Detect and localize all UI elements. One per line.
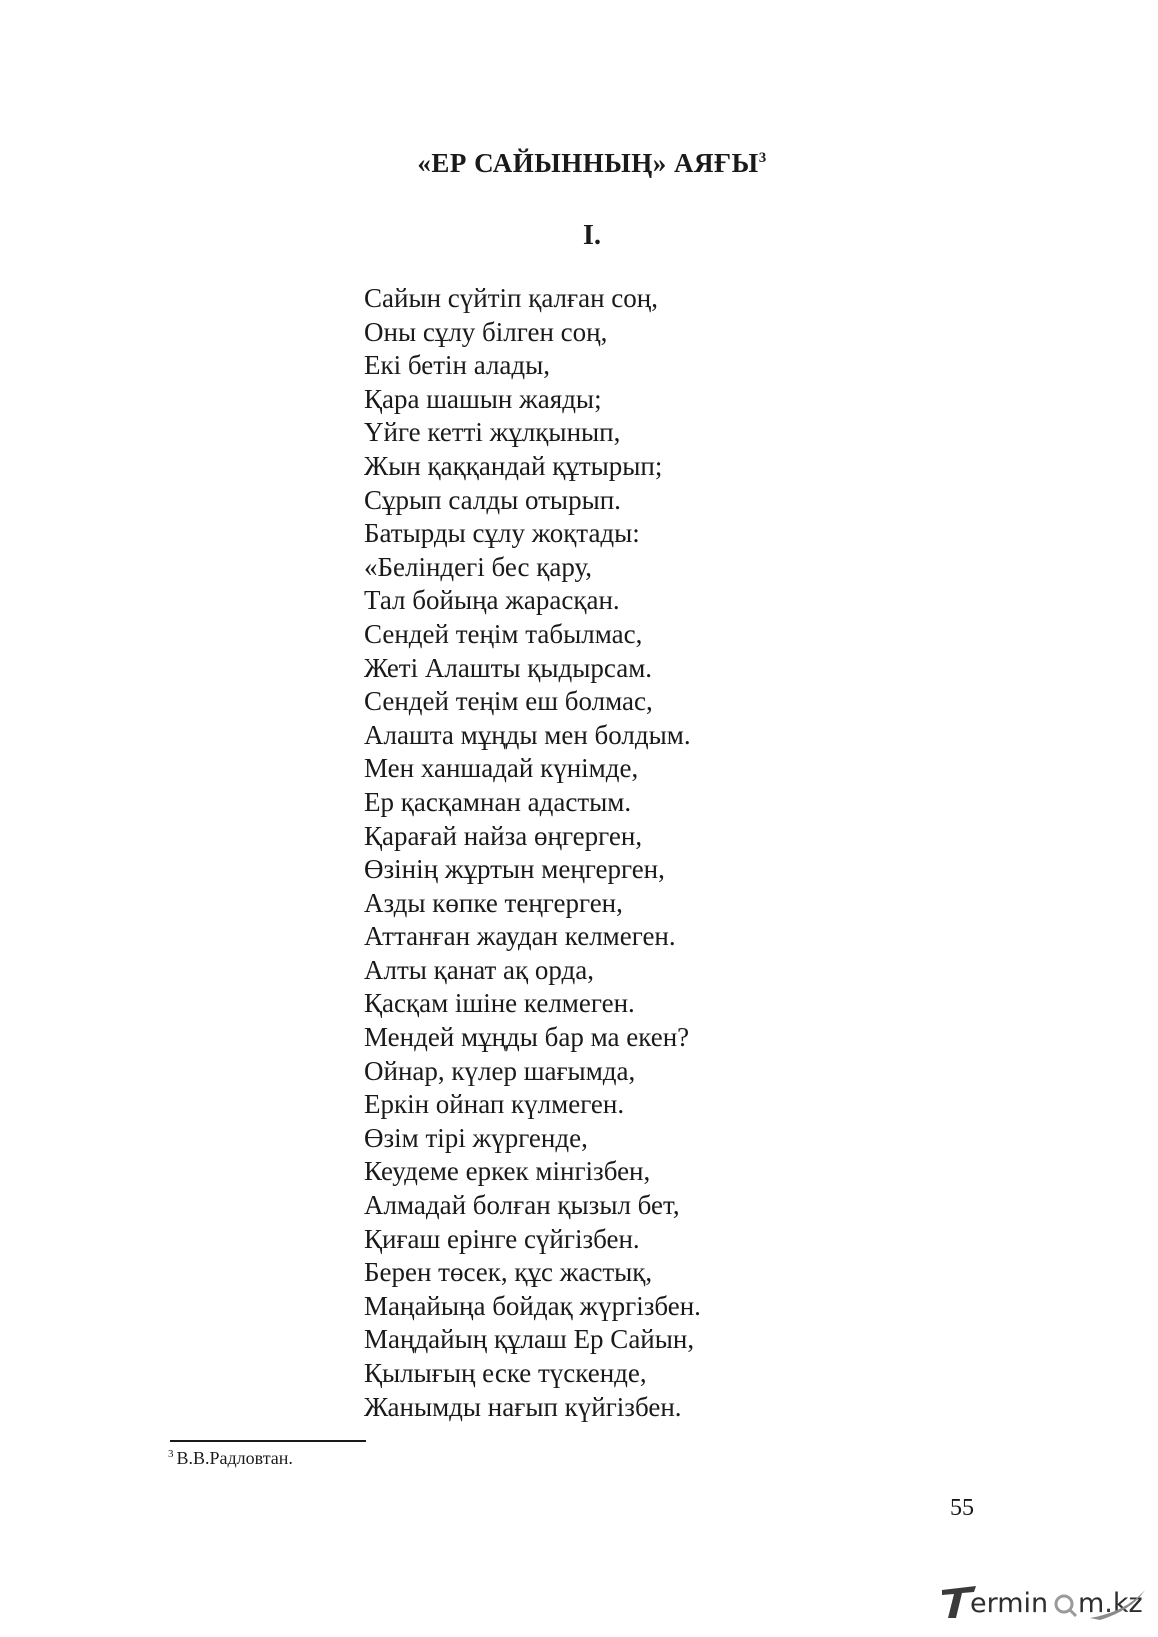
verse-line: Қасқам ішіне келмеген. — [364, 988, 635, 1019]
verse-line: Қара шашын жаяды; — [364, 383, 602, 414]
watermark — [940, 1582, 1150, 1622]
footnote-divider — [170, 1440, 366, 1442]
verse-line: Берен төсек, құс жастық, — [364, 1257, 653, 1288]
verse-line: Сұрып салды отырып. — [364, 484, 621, 515]
verse-line: Еркін ойнап күлмеген. — [364, 1089, 625, 1120]
verse-line: Азды көпке теңгерген, — [364, 887, 623, 918]
title-footnote-marker: 3 — [758, 150, 767, 166]
verse-line: Сендей теңім еш болмас, — [364, 686, 653, 717]
verse-line: Өзім тірі жүргенде, — [364, 1122, 588, 1153]
verse-line: Мендей мұңды бар ма екен? — [364, 1022, 690, 1053]
verse-line: Тал бойыңа жарасқан. — [364, 585, 620, 616]
verse-line: Батырды сұлу жоқтады: — [364, 518, 640, 549]
verse-line: Ойнар, күлер шағымда, — [364, 1055, 636, 1086]
verse-line: Жын қаққандай құтырып; — [364, 450, 663, 481]
verse-line: Қарағай найза өңгерген, — [364, 820, 643, 851]
svg-text:ermin: ermin — [970, 1588, 1049, 1619]
watermark-logo-icon — [940, 1582, 1150, 1622]
verse-line: Жеті Алашты қыдырсам. — [364, 652, 653, 683]
verse-line: Сендей теңім табылмас, — [364, 618, 643, 649]
verse-line: Ер қасқамнан адастым. — [364, 786, 632, 817]
verse-line: Аттанған жаудан келмеген. — [364, 921, 676, 952]
verse-block — [364, 282, 701, 1424]
page-number: 55 — [950, 1495, 974, 1521]
verse-line: Кеудеме еркек мінгізбен, — [364, 1156, 651, 1187]
verse-line: Алты қанат ақ орда, — [364, 954, 595, 985]
verse-line: Үйге кетті жұлқынып, — [364, 417, 621, 448]
verse-line: Алашта мұңды мен болдым. — [364, 719, 691, 750]
footnote-marker: 3 — [168, 1448, 174, 1460]
verse-line: Маңайыңа бойдақ жүргізбен. — [364, 1290, 701, 1321]
svg-text:m.kz: m.kz — [1078, 1588, 1143, 1619]
verse-line: Маңдайың құлаш Ер Сайын, — [364, 1324, 695, 1355]
page-title-text: «ЕР САЙЫННЫҢ» АЯҒЫ — [417, 148, 759, 178]
footnote-text: В.В.Радловтан. — [176, 1448, 293, 1468]
verse-line: Қылығың еске түскенде, — [364, 1358, 647, 1388]
verse-line: Өзінің жұртын меңгерген, — [364, 854, 665, 885]
page-title — [0, 148, 1158, 179]
footnote — [168, 1448, 293, 1469]
verse-line: Жанымды нағып күйгізбен. — [364, 1391, 682, 1422]
verse-line: Оны сұлу білген соң, — [364, 316, 608, 347]
verse-line: Қиғаш ерінге сүйгізбен. — [364, 1223, 640, 1254]
verse-line: Алмадай болған қызыл бет, — [364, 1190, 680, 1221]
verse-line: «Беліндегі бес қару, — [364, 551, 593, 582]
section-number: I. — [583, 220, 601, 251]
verse-line: Екі бетін алады, — [364, 350, 551, 381]
verse-line: Сайын сүйтіп қалған соң, — [364, 283, 658, 313]
verse-line: Мен ханшадай күнімде, — [364, 753, 639, 784]
